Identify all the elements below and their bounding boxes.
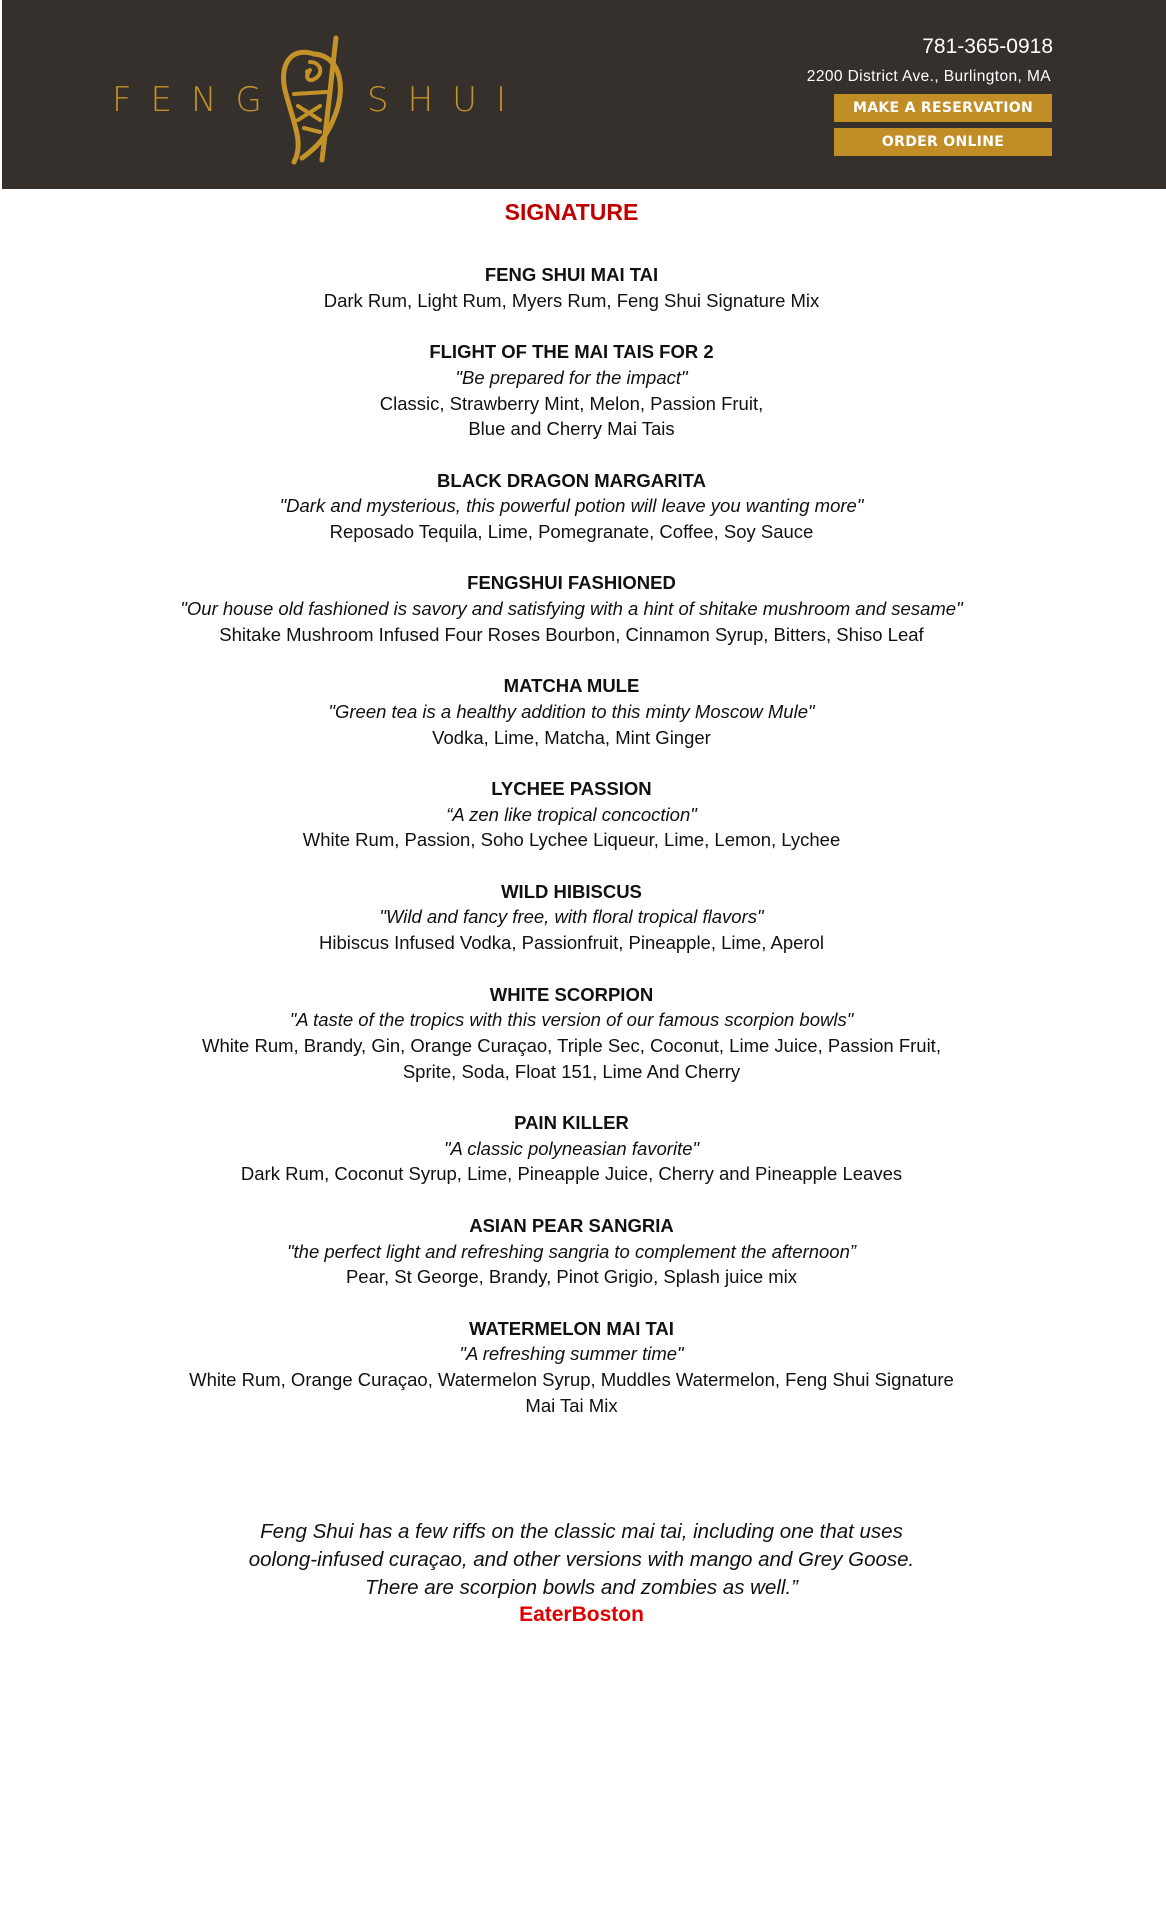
menu-item-name: MATCHA MULE xyxy=(503,675,640,697)
menu-item xyxy=(150,982,993,1085)
menu-item-ingredients: Blue and Cherry Mai Tais xyxy=(468,418,675,440)
section-title: SIGNATURE xyxy=(504,199,639,225)
menu-item-tagline: "A classic polyneasian favorite" xyxy=(443,1137,700,1159)
logo-word-left: FENG xyxy=(112,80,281,120)
menu-item xyxy=(150,1110,993,1187)
menu-item-tagline: "Wild and fancy free, with floral tropical flavors" xyxy=(379,906,764,928)
menu-item xyxy=(150,879,993,956)
menu-item-ingredients: Dark Rum, Light Rum, Myers Rum, Feng Shui Signature Mix xyxy=(323,289,820,311)
site-header xyxy=(2,0,1166,189)
menu-item-tagline: "Be prepared for the impact" xyxy=(455,366,688,388)
menu-item-tagline: "Green tea is a healthy addition to this minty Moscow Mule" xyxy=(328,700,815,722)
menu-item-tagline: "Dark and mysterious, this powerful potion will leave you wanting more" xyxy=(279,495,864,517)
menu-item-ingredients: Dark Rum, Coconut Syrup, Lime, Pineapple Juice, Cherry and Pineapple Leaves xyxy=(240,1163,903,1185)
menu-item xyxy=(150,262,993,313)
review-quote-line: oolong-infused curaçao, and other versions with mango and Grey Goose. xyxy=(248,1548,915,1571)
review-quote-line: Feng Shui has a few riffs on the classic mai tai, including one that uses xyxy=(260,1520,903,1543)
menu-item-ingredients: Pear, St George, Brandy, Pinot Grigio, Splash juice mix xyxy=(345,1266,798,1288)
menu-item-name: WILD HIBISCUS xyxy=(501,880,642,902)
menu-item-ingredients: Classic, Strawberry Mint, Melon, Passion Fruit, xyxy=(379,392,764,414)
review-quote-line: There are scorpion bowls and zombies as well.” xyxy=(365,1576,798,1599)
menu-item-tagline: "Our house old fashioned is savory and satisfying with a hint of shitake mushroom and sesame" xyxy=(180,598,963,620)
make-reservation-button[interactable]: MAKE A RESERVATION xyxy=(834,94,1052,122)
menu-item-name: ASIAN PEAR SANGRIA xyxy=(469,1214,674,1236)
menu-item-name: WATERMELON MAI TAI xyxy=(469,1317,674,1339)
menu-item-ingredients: Sprite, Soda, Float 151, Lime And Cherry xyxy=(402,1060,741,1082)
menu-item-name: LYCHEE PASSION xyxy=(491,777,652,799)
menu-item xyxy=(150,673,993,750)
menu-item-name: PAIN KILLER xyxy=(514,1112,629,1134)
menu-item-tagline: "A refreshing summer time" xyxy=(459,1343,684,1365)
menu-item-name: WHITE SCORPION xyxy=(489,983,654,1005)
menu-item xyxy=(150,776,993,853)
menu-item-ingredients: Mai Tai Mix xyxy=(525,1394,618,1416)
menu-item xyxy=(150,1316,993,1419)
logo-word-right: SHUI xyxy=(367,80,526,120)
menu-item xyxy=(150,468,993,545)
menu-item xyxy=(150,1213,993,1290)
order-online-button[interactable]: ORDER ONLINE xyxy=(834,128,1052,156)
menu-item-name: FLIGHT OF THE MAI TAIS FOR 2 xyxy=(429,341,714,363)
menu-item-tagline: "A taste of the tropics with this version of our famous scorpion bowls" xyxy=(289,1009,854,1031)
fish-brush-logo-icon xyxy=(264,32,364,167)
menu-item-name: FENG SHUI MAI TAI xyxy=(484,264,659,285)
review-quote xyxy=(150,1518,1013,1602)
menu-item-ingredients: Vodka, Lime, Matcha, Mint Ginger xyxy=(432,726,711,748)
menu-item xyxy=(150,570,993,647)
menu-item xyxy=(150,339,993,442)
menu-item-ingredients: Hibiscus Infused Vodka, Passionfruit, Pineapple, Lime, Aperol xyxy=(319,932,824,954)
review-source[interactable]: EaterBoston xyxy=(519,1603,644,1626)
menu-item-tagline: "the perfect light and refreshing sangria to complement the afternoon” xyxy=(286,1240,857,1262)
menu-item-ingredients: White Rum, Passion, Soho Lychee Liqueur, Lime, Lemon, Lychee xyxy=(302,829,841,851)
menu-item-ingredients: Shitake Mushroom Infused Four Roses Bourbon, Cinnamon Syrup, Bitters, Shiso Leaf xyxy=(219,623,924,645)
menu-item-name: FENGSHUI FASHIONED xyxy=(467,572,676,594)
menu-item-ingredients: Reposado Tequila, Lime, Pomegranate, Coffee, Soy Sauce xyxy=(329,521,814,542)
menu-item-ingredients: White Rum, Brandy, Gin, Orange Curaçao, Triple Sec, Coconut, Lime Juice, Passion Fruit, xyxy=(202,1034,941,1056)
menu-item-tagline: “A zen like tropical concoction" xyxy=(446,803,697,825)
menu-item-ingredients: White Rum, Orange Curaçao, Watermelon Syrup, Muddles Watermelon, Feng Shui Signature xyxy=(189,1369,954,1391)
phone-number[interactable]: 781-365-0918 xyxy=(922,35,1053,58)
address: 2200 District Ave., Burlington, MA xyxy=(806,68,1051,85)
menu-item-name: BLACK DRAGON MARGARITA xyxy=(437,469,706,491)
cocktail-menu xyxy=(150,262,993,1444)
brand-logo[interactable] xyxy=(112,32,526,167)
